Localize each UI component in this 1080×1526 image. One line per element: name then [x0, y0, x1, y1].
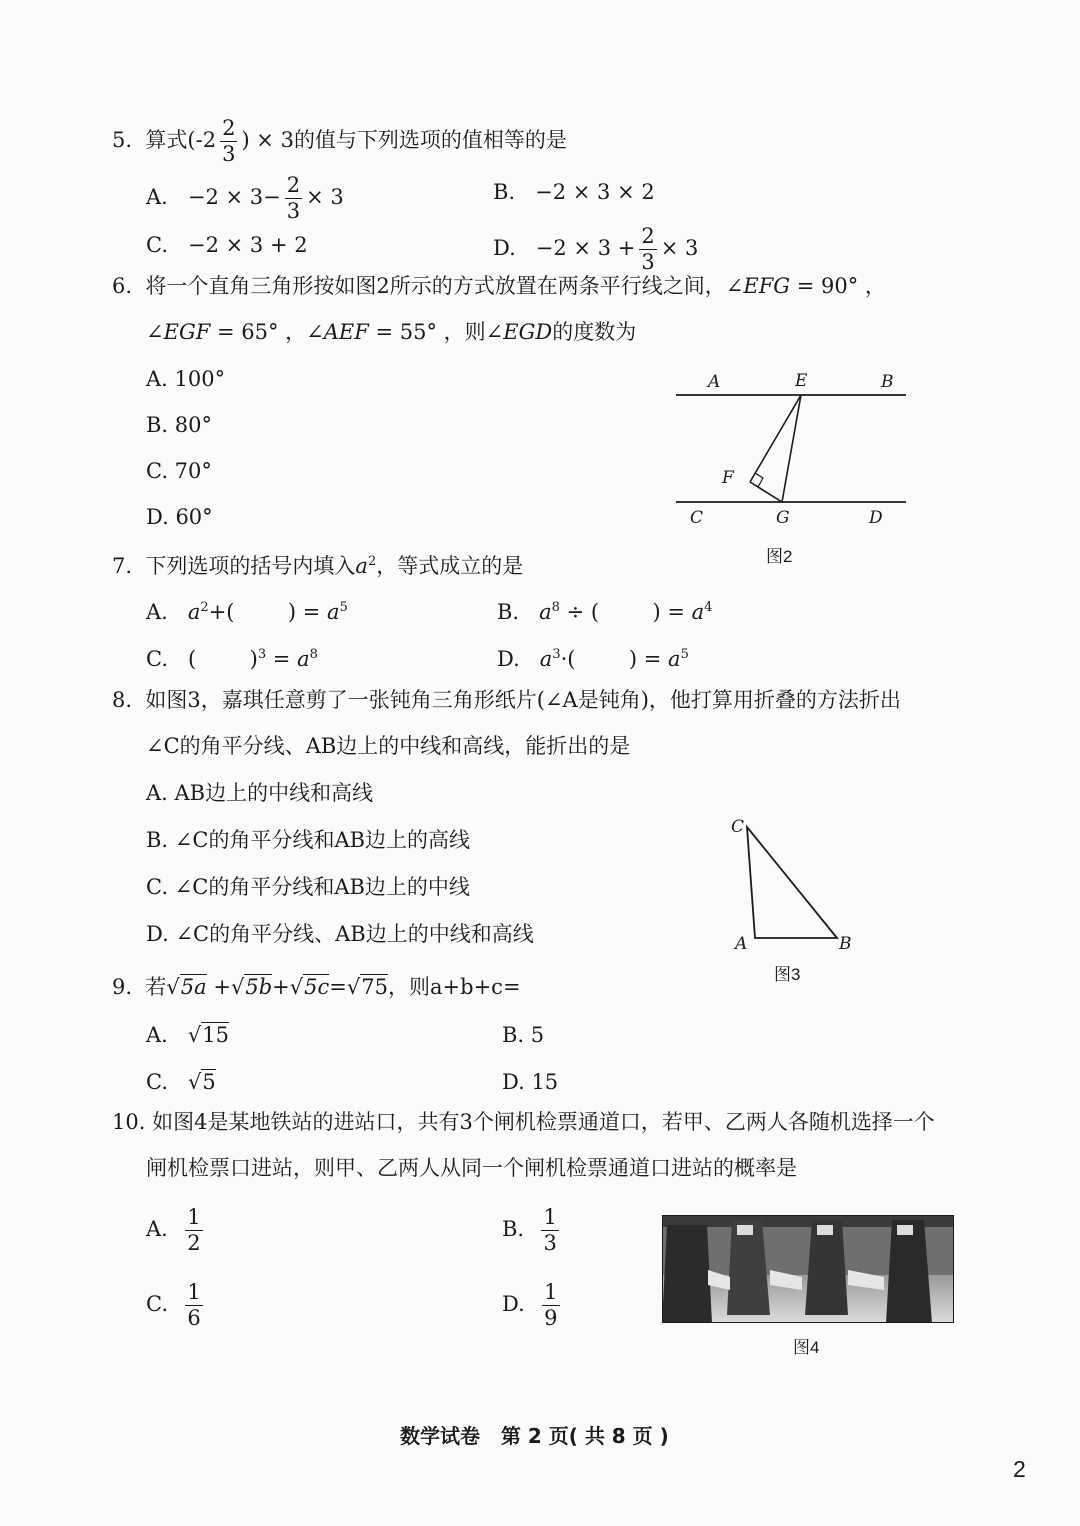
option-label: C. — [146, 647, 168, 671]
figure-2-diagram — [670, 365, 915, 530]
question-8-stem-line1 — [112, 686, 901, 714]
q6-stem-part: = 55° ，则∠ — [368, 320, 504, 344]
q6-stem-part: 将一个直角三角形按如图2所示的方式放置在两条平行线之间，∠ — [145, 274, 744, 298]
q6-option-b: B. 80° — [146, 413, 213, 437]
q5-option-d — [493, 226, 698, 273]
figure-4-caption: 图4 — [793, 1338, 820, 1357]
gate-display — [737, 1225, 753, 1235]
option-label: D. — [497, 647, 520, 671]
exponent: 3 — [257, 647, 267, 662]
exponent: 2 — [200, 600, 209, 615]
option-text: +( ) = — [208, 600, 328, 624]
q7-exponent: 2 — [367, 554, 377, 569]
option-label: D. — [493, 236, 516, 260]
question-number: 8. — [112, 688, 133, 712]
option-label: A. — [146, 1217, 168, 1241]
sqrt-sign: √ — [289, 975, 304, 999]
gate-display — [897, 1225, 913, 1235]
sqrt-sign: √ — [188, 1070, 202, 1094]
var: a — [327, 600, 340, 624]
option-text: × 3 — [660, 236, 699, 260]
option-label: C. — [146, 233, 168, 257]
denominator: 3 — [286, 199, 301, 223]
figure-3-diagram — [725, 810, 860, 955]
var: a — [539, 647, 553, 671]
operator: + — [272, 975, 290, 999]
radicand: 5b — [245, 975, 273, 999]
denominator: 3 — [222, 142, 236, 166]
q6-option-a: A. 100° — [146, 367, 226, 391]
denominator: 6 — [187, 1306, 201, 1330]
q9-option-c — [146, 1068, 216, 1096]
label-g: G — [776, 508, 790, 528]
option-fraction — [542, 1282, 559, 1329]
sqrt-sign: √ — [346, 975, 361, 999]
q6-stem-part: 的度数为 — [552, 320, 637, 344]
operator: + — [206, 975, 231, 999]
question-10-stem-line1 — [112, 1108, 935, 1136]
var: a — [668, 647, 681, 671]
right-angle-mark — [755, 473, 763, 487]
figure-2-caption: 图2 — [766, 547, 793, 566]
q8-stem-text: 如图3，嘉琪任意剪了一张钝角三角形纸片(∠A是钝角)，他打算用折叠的方法折出 — [145, 688, 901, 712]
question-number: 10. — [112, 1110, 146, 1134]
q5-stem-part: 算式(-2 — [145, 128, 217, 152]
option-fraction — [285, 175, 302, 222]
gate-panel — [662, 1225, 712, 1323]
obtuse-triangle — [747, 827, 837, 938]
option-text: −2 × 3 + 2 — [188, 233, 308, 257]
q6-stem-part: ∠ — [146, 320, 164, 344]
q10-option-c — [146, 1282, 207, 1329]
option-text: ÷ ( ) = — [559, 600, 692, 624]
denominator: 2 — [187, 1231, 201, 1255]
gate-display — [817, 1225, 833, 1235]
exponent: 8 — [309, 647, 318, 662]
q6-angle-var: AEF — [323, 320, 369, 344]
radicand: 15 — [202, 1023, 229, 1047]
question-number: 7. — [112, 554, 133, 578]
question-number: 5. — [112, 128, 133, 152]
triangle-side-fg — [750, 482, 782, 502]
q7-option-b — [497, 594, 712, 626]
option-label: A. — [146, 185, 168, 209]
radicand: 5 — [202, 1070, 216, 1094]
label-b: B — [881, 372, 894, 392]
denominator: 3 — [641, 250, 655, 274]
sqrt-sign: √ — [166, 975, 180, 999]
q8-option-d: D. ∠C的角平分线、AB边上的中线和高线 — [146, 922, 534, 946]
exponent: 5 — [339, 600, 348, 615]
option-label: A. — [146, 1023, 168, 1047]
q5-stem-part: ) × 3的值与下列选项的值相等的是 — [241, 128, 567, 152]
denominator: 3 — [543, 1231, 557, 1255]
option-label: B. — [493, 180, 516, 204]
question-6-stem-line1 — [112, 272, 886, 300]
option-fraction — [185, 1282, 202, 1329]
question-5-stem — [112, 118, 567, 165]
gate-panel — [886, 1220, 932, 1323]
q6-stem-part: = 65° ，∠ — [210, 320, 324, 344]
q9-stem-part: 若 — [145, 975, 167, 999]
label-f: F — [722, 468, 734, 488]
question-10-stem-line2: 闸机检票口进站，则甲、乙两人从同一个闸机检票通道口进站的概率是 — [146, 1156, 797, 1180]
numerator: 1 — [187, 1280, 201, 1304]
question-9-stem — [112, 973, 521, 1001]
option-text: × 3 — [306, 185, 344, 209]
q6-option-c: C. 70° — [146, 459, 212, 483]
option-label: D. — [502, 1292, 525, 1316]
option-text: −2 × 3 + — [535, 236, 636, 260]
figure-3-caption: 图3 — [774, 965, 801, 984]
option-fraction — [639, 226, 656, 273]
option-label: C. — [146, 1070, 168, 1094]
option-label: B. — [497, 600, 520, 624]
q9-option-d: D. 15 — [502, 1070, 559, 1094]
question-6-stem-line2 — [146, 318, 636, 346]
question-number: 9. — [112, 975, 133, 999]
option-text: −2 × 3 × 2 — [535, 180, 655, 204]
q10-option-d — [502, 1282, 564, 1329]
page-footer-title: 数学试卷 第 2 页( 共 8 页 ) — [400, 1424, 669, 1448]
option-text: = — [266, 647, 298, 671]
q7-stem-part: ，等式成立的是 — [376, 554, 524, 578]
option-text: ( ) — [188, 647, 258, 671]
operator: = — [329, 975, 347, 999]
q10-stem-text: 如图4是某地铁站的进站口，共有3个闸机检票通道口，若甲、乙两人各随机选择一个 — [152, 1110, 935, 1134]
q10-option-b — [502, 1207, 563, 1254]
q5-option-b — [493, 178, 655, 206]
q7-option-c — [146, 641, 318, 673]
numerator: 2 — [641, 224, 655, 248]
radicand: 5c — [304, 975, 330, 999]
option-fraction — [541, 1207, 558, 1254]
numerator: 1 — [187, 1205, 201, 1229]
radicand: 5a — [180, 975, 207, 999]
q8-option-c: C. ∠C的角平分线和AB边上的中线 — [146, 875, 470, 899]
numerator: 1 — [544, 1280, 558, 1304]
exponent: 3 — [552, 647, 561, 662]
sqrt-sign: √ — [187, 1023, 202, 1047]
option-text: −2 × 3− — [187, 185, 281, 209]
q8-option-b: B. ∠C的角平分线和AB边上的高线 — [146, 828, 471, 852]
label-d: D — [869, 508, 883, 528]
q9-option-b: B. 5 — [502, 1023, 545, 1047]
page-number: 2 — [1013, 1456, 1026, 1482]
q6-angle-var: EFG — [743, 274, 791, 298]
q7-option-a — [146, 594, 348, 626]
q5-option-a — [146, 175, 344, 222]
numerator: 1 — [543, 1205, 557, 1229]
exponent: 5 — [680, 647, 689, 662]
option-label: C. — [146, 1292, 168, 1316]
label-c: C — [690, 508, 704, 528]
q9-stem-part: ，则a+b+c= — [388, 975, 521, 999]
numerator: 2 — [286, 173, 301, 197]
exponent: 8 — [551, 600, 560, 615]
option-label: B. — [502, 1217, 525, 1241]
q6-angle-var: EGF — [163, 320, 211, 344]
q7-option-d — [497, 641, 689, 673]
q9-option-a — [146, 1021, 229, 1049]
var: a — [691, 600, 705, 624]
exponent: 4 — [704, 600, 713, 615]
q6-option-d: D. 60° — [146, 505, 213, 529]
q6-stem-part: = 90° ， — [790, 274, 886, 298]
q5-option-c — [146, 231, 308, 259]
option-label: A. — [146, 600, 168, 624]
label-e: E — [795, 371, 808, 391]
q7-var: a — [355, 554, 368, 578]
denominator: 9 — [544, 1306, 558, 1330]
var: a — [539, 600, 552, 624]
q7-stem-part: 下列选项的括号内填入 — [145, 554, 356, 578]
question-8-stem-line2: ∠C的角平分线、AB边上的中线和高线，能折出的是 — [146, 734, 631, 758]
var: a — [187, 600, 201, 624]
question-number: 6. — [112, 274, 133, 298]
label-a: A — [708, 372, 721, 392]
label-a: A — [735, 934, 748, 954]
q8-option-a: A. AB边上的中线和高线 — [146, 781, 374, 805]
option-text: ·( ) = — [560, 647, 669, 671]
radicand: 75 — [361, 975, 389, 999]
option-fraction — [185, 1207, 202, 1254]
question-7-stem — [112, 548, 523, 580]
sqrt-sign: √ — [230, 975, 245, 999]
label-b: B — [839, 934, 852, 954]
label-c: C — [731, 817, 745, 837]
var: a — [297, 647, 310, 671]
q6-angle-var: EGD — [503, 320, 553, 344]
numerator: 2 — [222, 116, 236, 140]
figure-4-turnstile-photo — [662, 1215, 954, 1323]
q5-stem-fraction — [220, 118, 237, 165]
q10-option-a — [146, 1207, 207, 1254]
